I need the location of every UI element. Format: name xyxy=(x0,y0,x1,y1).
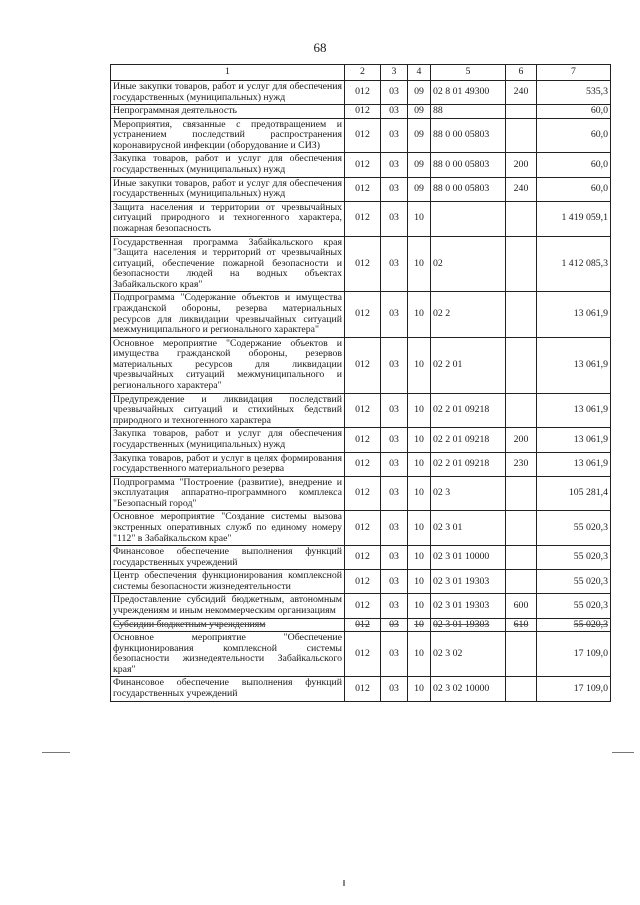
cell-ministry: 012 xyxy=(345,177,381,201)
col-header-2: 2 xyxy=(345,65,381,81)
cell-amount: 1 412 085,3 xyxy=(537,236,611,292)
cell-target-code: 02 xyxy=(431,236,506,292)
cell-target-code: 02 3 02 xyxy=(431,632,506,677)
cell-section: 03 xyxy=(381,546,408,570)
cell-amount: 60,0 xyxy=(537,118,611,153)
cell-section: 03 xyxy=(381,153,408,177)
cell-expense-type xyxy=(506,337,537,393)
cell-expense-type xyxy=(506,118,537,153)
row-name: Непрограммная деятельность xyxy=(111,105,345,119)
cell-amount: 60,0 xyxy=(537,105,611,119)
cell-amount: 13 061,9 xyxy=(537,337,611,393)
table-row xyxy=(111,292,611,337)
cell-expense-type xyxy=(506,511,537,546)
cell-subsection: 10 xyxy=(408,570,431,594)
cell-ministry: 012 xyxy=(345,337,381,393)
cell-target-code: 02 2 01 09218 xyxy=(431,393,506,428)
cell-amount: 13 061,9 xyxy=(537,428,611,452)
row-name: Закупка товаров, работ и услуг в целях формирования государственного материального резерва xyxy=(111,452,345,476)
table-row xyxy=(111,81,611,105)
cell-ministry: 012 xyxy=(345,153,381,177)
cell-ministry: 012 xyxy=(345,594,381,618)
cell-ministry: 012 xyxy=(345,428,381,452)
cell-section: 03 xyxy=(381,337,408,393)
cell-section: 03 xyxy=(381,201,408,236)
cell-expense-type xyxy=(506,292,537,337)
col-header-5: 5 xyxy=(431,65,506,81)
cell-expense-type xyxy=(506,570,537,594)
row-name: Закупка товаров, работ и услуг для обеспечения государственных (муниципальных) нужд xyxy=(111,153,345,177)
row-name: Финансовое обеспечение выполнения функций государственных учреждений xyxy=(111,677,345,701)
col-header-3: 3 xyxy=(381,65,408,81)
cell-ministry: 012 xyxy=(345,677,381,701)
cell-ministry: 012 xyxy=(345,236,381,292)
cell-expense-type xyxy=(506,236,537,292)
table-row xyxy=(111,594,611,618)
cell-section: 03 xyxy=(381,118,408,153)
cell-subsection: 09 xyxy=(408,177,431,201)
row-name: Иные закупки товаров, работ и услуг для обеспечения государственных (муниципальных) нужд xyxy=(111,177,345,201)
cell-expense-type xyxy=(506,677,537,701)
scan-artifact xyxy=(343,880,345,886)
cell-expense-type: 240 xyxy=(506,177,537,201)
cell-subsection: 09 xyxy=(408,153,431,177)
table-row xyxy=(111,476,611,511)
cell-target-code: 88 xyxy=(431,105,506,119)
row-name: Основное мероприятие "Содержание объектов и имущества гражданской обороны, резервов материальных ресурсов для ликвидации чрезвычайных ситуаций межмуниципального и регионального характера" xyxy=(111,337,345,393)
table-row xyxy=(111,105,611,119)
cell-section: 03 xyxy=(381,570,408,594)
cell-subsection: 10 xyxy=(408,428,431,452)
row-name: Закупка товаров, работ и услуг для обеспечения государственных (муниципальных) нужд xyxy=(111,428,345,452)
cell-subsection: 10 xyxy=(408,337,431,393)
cell-subsection: 09 xyxy=(408,105,431,119)
cell-amount: 1 419 059,1 xyxy=(537,201,611,236)
cell-ministry: 012 xyxy=(345,632,381,677)
cell-ministry: 012 xyxy=(345,546,381,570)
cell-target-code: 02 2 01 09218 xyxy=(431,452,506,476)
cell-section: 03 xyxy=(381,393,408,428)
row-name: Подпрограмма "Построение (развитие), внедрение и эксплуатация аппаратно-программного комплекса "Безопасный город" xyxy=(111,476,345,511)
cell-target-code xyxy=(431,201,506,236)
cell-ministry: 012 xyxy=(345,292,381,337)
cell-section: 03 xyxy=(381,428,408,452)
cell-subsection: 10 xyxy=(408,236,431,292)
cell-target-code: 02 3 xyxy=(431,476,506,511)
cell-expense-type xyxy=(506,632,537,677)
cell-expense-type xyxy=(506,201,537,236)
cell-target-code: 02 8 01 49300 xyxy=(431,81,506,105)
cell-expense-type: 200 xyxy=(506,153,537,177)
cell-expense-type: 230 xyxy=(506,452,537,476)
cell-section: 03 xyxy=(381,632,408,677)
cell-target-code: 02 3 01 19303 xyxy=(431,618,506,632)
cell-subsection: 10 xyxy=(408,201,431,236)
cell-subsection: 10 xyxy=(408,476,431,511)
cell-amount: 55 020,3 xyxy=(537,570,611,594)
cell-section: 03 xyxy=(381,618,408,632)
cell-subsection: 09 xyxy=(408,81,431,105)
cell-section: 03 xyxy=(381,594,408,618)
cell-target-code: 88 0 00 05803 xyxy=(431,153,506,177)
col-header-4: 4 xyxy=(408,65,431,81)
margin-scan-mark-left xyxy=(42,752,70,753)
row-name: Основное мероприятие "Создание системы вызова экстренных оперативных служб по единому номеру "112" в Забайкальском крае" xyxy=(111,511,345,546)
cell-ministry: 012 xyxy=(345,393,381,428)
cell-target-code: 88 0 00 05803 xyxy=(431,118,506,153)
cell-target-code: 02 3 01 19303 xyxy=(431,594,506,618)
table-row xyxy=(111,546,611,570)
cell-ministry: 012 xyxy=(345,618,381,632)
cell-amount: 55 020,3 xyxy=(537,511,611,546)
cell-expense-type xyxy=(506,105,537,119)
cell-section: 03 xyxy=(381,452,408,476)
margin-scan-mark-right xyxy=(612,752,634,753)
cell-section: 03 xyxy=(381,511,408,546)
cell-subsection: 10 xyxy=(408,618,431,632)
table-row xyxy=(111,236,611,292)
cell-expense-type: 200 xyxy=(506,428,537,452)
row-name: Предоставление субсидий бюджетным, автономным учреждениям и иным некоммерческим организациям xyxy=(111,594,345,618)
cell-ministry: 012 xyxy=(345,118,381,153)
cell-target-code: 88 0 00 05803 xyxy=(431,177,506,201)
cell-subsection: 10 xyxy=(408,677,431,701)
cell-amount: 105 281,4 xyxy=(537,476,611,511)
cell-subsection: 09 xyxy=(408,118,431,153)
cell-target-code: 02 2 01 09218 xyxy=(431,428,506,452)
table-row xyxy=(111,632,611,677)
cell-expense-type xyxy=(506,476,537,511)
cell-target-code: 02 2 01 xyxy=(431,337,506,393)
page-number: 68 xyxy=(313,40,327,55)
cell-section: 03 xyxy=(381,105,408,119)
cell-ministry: 012 xyxy=(345,511,381,546)
cell-ministry: 012 xyxy=(345,105,381,119)
table-row xyxy=(111,511,611,546)
cell-expense-type xyxy=(506,546,537,570)
cell-amount: 55 020,3 xyxy=(537,618,611,632)
table-row xyxy=(111,393,611,428)
col-header-6: 6 xyxy=(506,65,537,81)
cell-ministry: 012 xyxy=(345,81,381,105)
cell-section: 03 xyxy=(381,292,408,337)
row-name: Предупреждение и ликвидация последствий чрезвычайных ситуаций и стихийных бедствий природного и техногенного характера xyxy=(111,393,345,428)
cell-amount: 17 109,0 xyxy=(537,632,611,677)
header-row xyxy=(111,65,611,81)
table-row xyxy=(111,618,611,632)
row-name: Финансовое обеспечение выполнения функций государственных учреждений xyxy=(111,546,345,570)
cell-amount: 60,0 xyxy=(537,153,611,177)
cell-expense-type: 240 xyxy=(506,81,537,105)
table-row xyxy=(111,201,611,236)
cell-ministry: 012 xyxy=(345,570,381,594)
cell-amount: 13 061,9 xyxy=(537,452,611,476)
budget-table xyxy=(110,64,611,702)
cell-amount: 535,3 xyxy=(537,81,611,105)
cell-expense-type xyxy=(506,393,537,428)
row-name: Защита населения и территории от чрезвычайных ситуаций природного и техногенного характера, пожарная безопасность xyxy=(111,201,345,236)
row-name: Центр обеспечения функционирования комплексной системы безопасности жизнедеятельности xyxy=(111,570,345,594)
cell-amount: 13 061,9 xyxy=(537,292,611,337)
cell-target-code: 02 3 01 19303 xyxy=(431,570,506,594)
cell-amount: 13 061,9 xyxy=(537,393,611,428)
cell-subsection: 10 xyxy=(408,546,431,570)
cell-subsection: 10 xyxy=(408,452,431,476)
cell-subsection: 10 xyxy=(408,393,431,428)
row-name: Субсидии бюджетным учреждениям xyxy=(111,618,345,632)
cell-target-code: 02 2 xyxy=(431,292,506,337)
row-name: Государственная программа Забайкальского края "Защита населения и территорий от чрезвычайных ситуаций, обеспечение пожарной безопасности и безопасности людей на водных объектах Забайкальского края" xyxy=(111,236,345,292)
row-name: Мероприятия, связанные с предотвращением и устранением последствий распространения коронавирусной инфекции (оборудование и СИЗ) xyxy=(111,118,345,153)
cell-subsection: 10 xyxy=(408,292,431,337)
row-name: Подпрограмма "Содержание объектов и имущества гражданской обороны, резерва материальных ресурсов для ликвидации чрезвычайных ситуаций межмуниципального и регионального характера" xyxy=(111,292,345,337)
table-row xyxy=(111,677,611,701)
cell-ministry: 012 xyxy=(345,201,381,236)
cell-section: 03 xyxy=(381,81,408,105)
table-row xyxy=(111,428,611,452)
cell-target-code: 02 3 01 xyxy=(431,511,506,546)
col-header-7: 7 xyxy=(537,65,611,81)
cell-expense-type: 600 xyxy=(506,594,537,618)
cell-section: 03 xyxy=(381,476,408,511)
cell-subsection: 10 xyxy=(408,632,431,677)
cell-amount: 55 020,3 xyxy=(537,594,611,618)
cell-section: 03 xyxy=(381,236,408,292)
cell-target-code: 02 3 01 10000 xyxy=(431,546,506,570)
cell-subsection: 10 xyxy=(408,594,431,618)
cell-amount: 17 109,0 xyxy=(537,677,611,701)
cell-section: 03 xyxy=(381,177,408,201)
cell-ministry: 012 xyxy=(345,452,381,476)
cell-amount: 55 020,3 xyxy=(537,546,611,570)
cell-section: 03 xyxy=(381,677,408,701)
cell-target-code: 02 3 02 10000 xyxy=(431,677,506,701)
table-row xyxy=(111,177,611,201)
cell-amount: 60,0 xyxy=(537,177,611,201)
cell-ministry: 012 xyxy=(345,476,381,511)
table-row xyxy=(111,452,611,476)
table-row xyxy=(111,337,611,393)
cell-expense-type: 610 xyxy=(506,618,537,632)
cell-subsection: 10 xyxy=(408,511,431,546)
table-row xyxy=(111,570,611,594)
col-header-1: 1 xyxy=(111,65,345,81)
table-row xyxy=(111,153,611,177)
table-row xyxy=(111,118,611,153)
row-name: Основное мероприятие "Обеспечение функционирования комплексной системы безопасности жизнедеятельности Забайкальского края" xyxy=(111,632,345,677)
row-name: Иные закупки товаров, работ и услуг для обеспечения государственных (муниципальных) нужд xyxy=(111,81,345,105)
